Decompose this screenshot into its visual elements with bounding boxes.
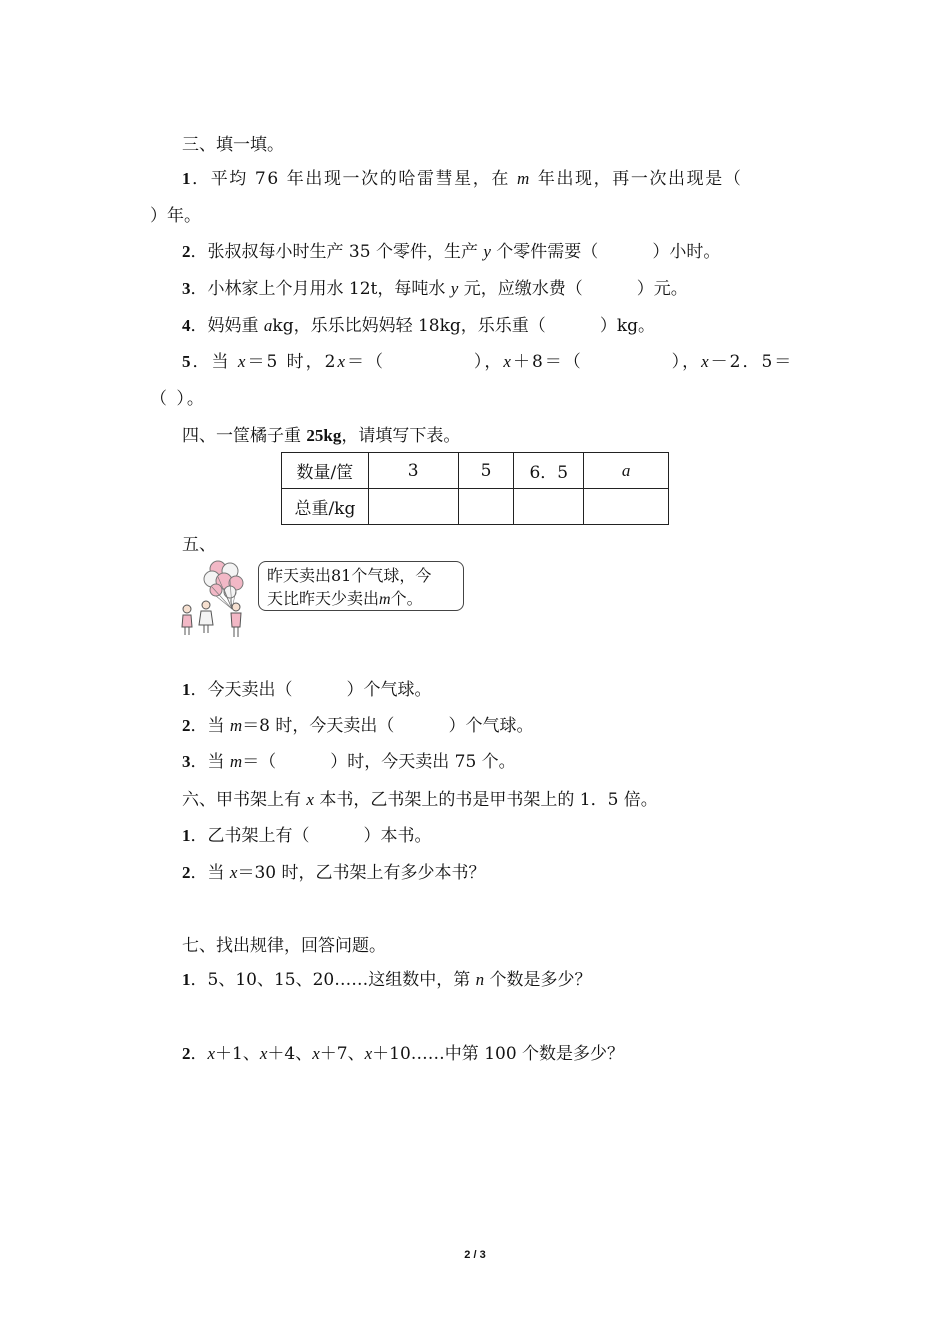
question-3-4: 4．妈妈重 akg，乐乐比妈妈轻 18kg，乐乐重（ ）kg。	[182, 316, 656, 336]
variable: x	[337, 352, 348, 371]
question-number: 5	[182, 352, 193, 371]
variable: x	[237, 352, 248, 371]
question-3-5: 5．当 x＝5 时，2x＝（ ），x＋8＝（ ），x－2．5＝	[182, 352, 794, 372]
page-number: 2 / 3	[464, 1249, 486, 1261]
variable: x	[312, 1044, 320, 1063]
table-row	[282, 453, 669, 489]
table-answer-cell[interactable]	[514, 489, 584, 525]
section-5-heading: 五、	[182, 535, 216, 555]
section-3-heading: 三、填一填。	[182, 135, 284, 155]
question-6-1: 1．乙书架上有（ ）本书。	[182, 826, 432, 846]
variable: x	[306, 790, 314, 809]
table-cell: a	[584, 453, 669, 489]
table-row	[282, 489, 669, 525]
question-3-5-continuation: （ ）。	[150, 389, 206, 409]
table-answer-cell[interactable]	[458, 489, 514, 525]
question-number: 3	[182, 279, 191, 298]
question-5-1: 1．今天卖出（ ）个气球。	[182, 680, 432, 700]
question-3-3: 3．小林家上个月用水 12t，每吨水 y 元，应缴水费（ ）元。	[182, 279, 688, 299]
variable: x	[259, 1044, 268, 1063]
question-number: 1	[182, 169, 193, 188]
balloon-seller-illustration	[172, 557, 256, 641]
variable: y	[450, 279, 459, 298]
table-cell: 5	[458, 453, 514, 489]
question-number: 1	[182, 826, 191, 845]
question-number: 2	[182, 863, 191, 882]
table-answer-cell[interactable]	[584, 489, 669, 525]
section-7-heading: 七、找出规律，回答问题。	[182, 936, 386, 956]
question-6-2: 2．当 x＝30 时，乙书架上有多少本书？	[182, 863, 486, 883]
table-header-cell: 数量/筐	[282, 453, 369, 489]
question-5-2: 2．当 m＝8 时，今天卖出（ ）个气球。	[182, 716, 534, 736]
question-7-2: 2．x＋1、x＋4、x＋7、x＋10……中第 100 个数是多少？	[182, 1044, 625, 1064]
question-number: 3	[182, 752, 191, 771]
section-6-heading: 六、甲书架上有 x 本书，乙书架上的书是甲书架上的 1．5 倍。	[182, 790, 658, 810]
table-answer-cell[interactable]	[368, 489, 458, 525]
question-3-1-continuation: ）年。	[150, 206, 201, 226]
variable: m	[229, 752, 243, 771]
question-5-3: 3．当 m＝（ ）时，今天卖出 75 个。	[182, 752, 516, 772]
variable: a	[263, 316, 273, 335]
speech-bubble: 昨天卖出81个气球，今 天比昨天少卖出m个。	[258, 561, 464, 611]
question-3-1: 1．平均 76 年出现一次的哈雷彗星，在 m 年出现，再一次出现是（	[182, 169, 743, 189]
table-header-cell: 总重/kg	[282, 489, 369, 525]
section-4-heading: 四、一筐橘子重 25kg，请填写下表。	[182, 426, 461, 446]
question-number: 2	[182, 1044, 191, 1063]
question-number: 1	[182, 970, 191, 989]
table-cell: 6．5	[514, 453, 584, 489]
variable: y	[483, 242, 491, 261]
weight-table	[281, 452, 669, 525]
table-cell: 3	[368, 453, 458, 489]
variable: n	[475, 970, 485, 989]
question-number: 2	[182, 716, 191, 735]
variable: m	[516, 169, 531, 188]
variable: x	[364, 1044, 373, 1063]
question-3-2: 2．张叔叔每小时生产 35 个零件，生产 y 个零件需要（ ）小时。	[182, 242, 721, 262]
question-7-1: 1．5、10、15、20……这组数中，第 n 个数是多少？	[182, 970, 592, 990]
question-number: 4	[182, 316, 191, 335]
question-number: 2	[182, 242, 191, 261]
variable: x	[701, 352, 711, 371]
variable: x	[503, 352, 513, 371]
variable: x	[229, 863, 238, 882]
variable: x	[207, 1044, 216, 1063]
variable: m	[229, 716, 243, 735]
question-number: 1	[182, 680, 191, 699]
